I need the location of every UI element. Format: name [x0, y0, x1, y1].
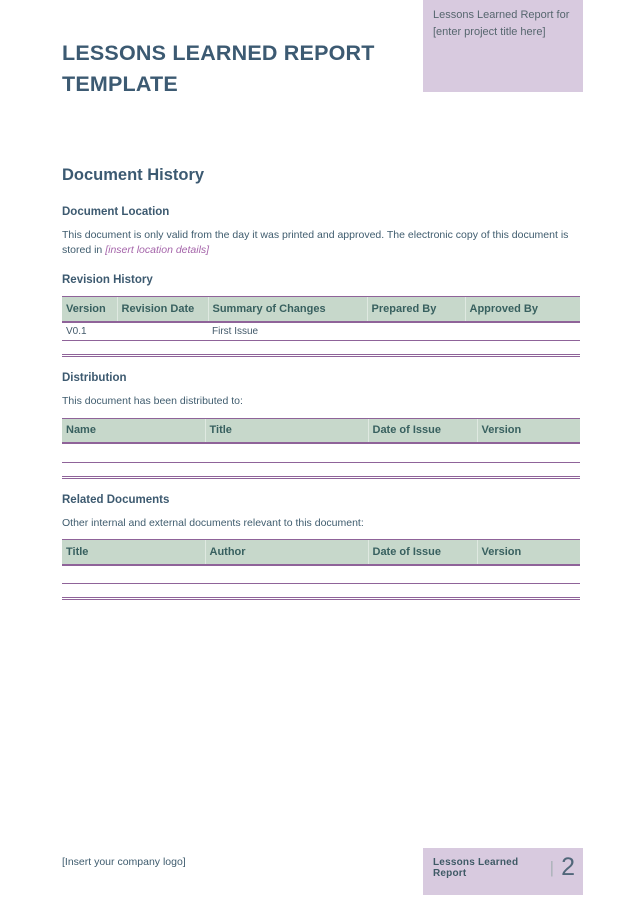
subheading-document-location: Document Location: [62, 206, 170, 218]
column-header: Version: [477, 418, 580, 443]
document-location-body: This document is only valid from the day it was printed and approved. The electronic copy of this document is stored in: [62, 229, 569, 256]
distribution-table: [62, 418, 580, 479]
subheading-distribution: Distribution: [62, 372, 127, 384]
table-row: [62, 584, 580, 599]
table-cell: [117, 322, 208, 341]
column-header: Title: [205, 418, 368, 443]
related-documents-intro-text: Other internal and external documents relevant to this document:: [62, 516, 364, 529]
table-cell: [368, 443, 477, 462]
related-documents-table: [62, 539, 580, 600]
subheading-related-documents: Related Documents: [62, 493, 170, 506]
column-header: Version: [62, 297, 117, 322]
header-report-title: Lessons Learned Report for: [433, 9, 570, 21]
document-title-line2: TEMPLATE: [62, 72, 178, 96]
subheading-revision-history: Revision History: [62, 274, 153, 286]
column-header: Name: [62, 418, 205, 443]
distribution-header-row: [62, 418, 580, 443]
section-title-document-history: Document History: [62, 166, 205, 184]
revision-history-header-row: [62, 297, 580, 322]
table-cell: [368, 565, 477, 584]
distribution-intro-text: This document has been distributed to:: [62, 395, 243, 407]
footer-report-label: Lessons Learned Report: [433, 856, 519, 879]
table-cell: [117, 341, 208, 356]
table-row: [62, 565, 580, 584]
footer-logo-placeholder: [Insert your company logo]: [62, 856, 186, 868]
table-cell: [208, 341, 367, 356]
document-location-text: [62, 228, 580, 257]
table-row: [62, 341, 580, 356]
table-cell: V0.1: [62, 322, 117, 341]
table-cell: [368, 584, 477, 599]
document-title: [62, 38, 580, 100]
footer-separator: |: [549, 857, 555, 877]
table-cell: [205, 565, 368, 584]
header-project-placeholder: [enter project title here]: [433, 25, 546, 38]
footer-page-banner: [423, 848, 583, 895]
document-title-line1: LESSONS LEARNED REPORT: [62, 41, 375, 65]
table-cell: [62, 462, 205, 477]
table-cell: [477, 565, 580, 584]
location-placeholder: [insert location details]: [105, 243, 210, 256]
page-content: [62, 0, 580, 600]
table-cell: [477, 584, 580, 599]
column-header: Approved By: [465, 297, 580, 322]
revision-history-table: [62, 296, 580, 357]
column-header: Date of Issue: [368, 418, 477, 443]
table-row: [62, 462, 580, 477]
footer-page-number: 2: [561, 853, 575, 881]
table-cell: [62, 443, 205, 462]
table-cell: [62, 341, 117, 356]
column-header: Author: [205, 540, 368, 565]
table-cell: [205, 584, 368, 599]
column-header: Title: [62, 540, 205, 565]
table-cell: [62, 565, 205, 584]
table-cell: [62, 584, 205, 599]
table-row: [62, 443, 580, 462]
table-cell: [367, 322, 465, 341]
table-cell: [465, 322, 580, 341]
table-row: [62, 322, 580, 341]
table-cell: [205, 443, 368, 462]
column-header: Prepared By: [367, 297, 465, 322]
table-cell: [477, 443, 580, 462]
column-header: Date of Issue: [368, 540, 477, 565]
table-cell: First Issue: [208, 322, 367, 341]
column-header: Summary of Changes: [208, 297, 367, 322]
column-header: Revision Date: [117, 297, 208, 322]
related-documents-header-row: [62, 540, 580, 565]
table-cell: [367, 341, 465, 356]
table-cell: [368, 462, 477, 477]
column-header: Version: [477, 540, 580, 565]
table-cell: [205, 462, 368, 477]
table-cell: [465, 341, 580, 356]
table-cell: [477, 462, 580, 477]
